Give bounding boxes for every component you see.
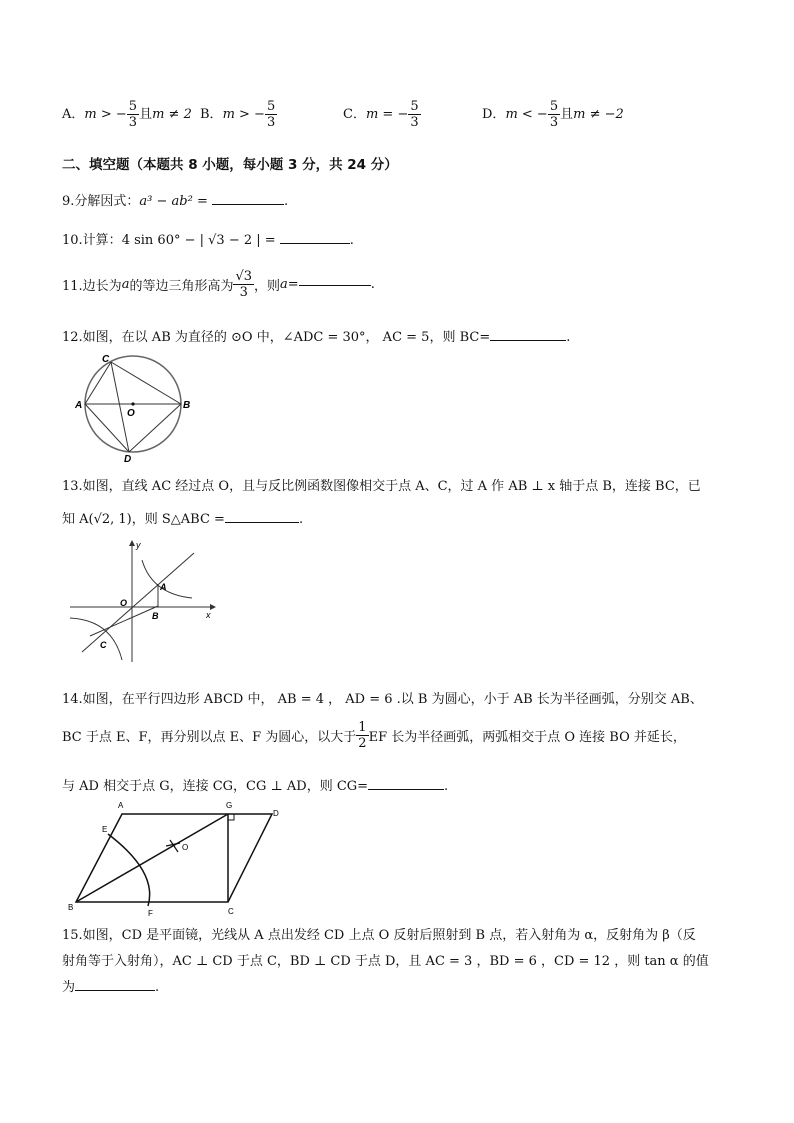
option-a-fraction: $\frac{5}{3}$: [128, 99, 138, 130]
option-b-fraction: $\frac{5}{3}$: [266, 99, 276, 130]
question-11: [62, 270, 375, 299]
line-ac: [82, 553, 194, 652]
label-b: B: [152, 611, 159, 621]
x-axis-arrow-icon: [210, 604, 216, 610]
option-d-and: 且: [560, 107, 574, 122]
option-d-cond: m ≠ −2: [573, 107, 624, 122]
section-heading: 二、填空题（本题共 8 小题，每小题 3 分，共 24 分）: [62, 157, 398, 173]
label-c: C: [102, 354, 110, 365]
q9-expression: a³ − ab² =: [139, 194, 208, 209]
label-b: B: [183, 400, 191, 411]
label-d: D: [273, 809, 279, 818]
q15-line3-text: 为: [62, 980, 76, 995]
q11-tail: .: [370, 277, 375, 292]
label-d: D: [124, 454, 132, 462]
question-15-line3: [62, 976, 159, 995]
label-o: O: [127, 408, 135, 419]
option-b-label: B．: [200, 107, 223, 122]
q9-tail: .: [283, 194, 289, 209]
label-c: C: [100, 640, 107, 650]
center-point: [131, 402, 134, 405]
q11-answer-blank[interactable]: [299, 284, 371, 286]
option-d-lhs: m < −: [505, 107, 548, 122]
option-a-cond: m ≠ 2: [152, 107, 192, 122]
option-a-lhs: m > −: [84, 107, 127, 122]
question-13-line2: [62, 508, 303, 527]
q14-tail: .: [444, 779, 449, 794]
q15-answer-blank[interactable]: [75, 989, 155, 991]
option-d-label: D．: [482, 107, 506, 122]
q10-expression: 4 sin 60° − | √3 − 2 | =: [121, 233, 276, 248]
option-a-and: 且: [139, 107, 153, 122]
q14-line2a: BC 于点 E、F，再分别以点 E、F 为圆心，以大于: [62, 730, 357, 745]
question-15-line2: 射角等于入射角），AC ⊥ CD 于点 C，BD ⊥ CD 于点 D，且 AC = 3 ，BD = 6 ，CD = 12 ，则 tan α 的值: [62, 954, 709, 969]
q11-mid: 的等边三角形高为: [129, 279, 234, 294]
question-9: [62, 190, 288, 209]
option-b: [200, 100, 277, 129]
label-o: O: [182, 843, 189, 852]
q14-answer-blank[interactable]: [368, 788, 444, 790]
q12-text: 12.如图，在以 AB 为直径的 ⊙O 中，∠ADC = 30°， AC = 5，则 BC=: [62, 330, 491, 345]
q11-prefix: 11.边长为: [62, 279, 122, 294]
question-13-line1: 13.如图，直线 AC 经过点 O，且与反比例函数图像相交于点 A、C，过 A 作 AB ⊥ x 轴于点 B，连接 BC，已: [62, 479, 701, 494]
q11-after: ，则: [254, 279, 281, 294]
q15-tail: .: [155, 980, 160, 995]
q12-answer-blank[interactable]: [490, 339, 566, 341]
option-d: [482, 100, 624, 129]
option-a: [62, 100, 192, 129]
q9-prefix: 9.分解因式：: [62, 194, 140, 209]
question-14-line3: [62, 775, 448, 794]
option-b-lhs: m > −: [222, 107, 265, 122]
label-c: C: [228, 907, 234, 916]
q11-ask: a=: [280, 277, 299, 292]
q13-tail: .: [298, 512, 304, 527]
question-12: [62, 326, 570, 345]
figure-13-graph: [66, 538, 226, 664]
q10-prefix: 10.计算：: [62, 233, 122, 248]
question-10: [62, 229, 354, 248]
arc-ef: [108, 834, 150, 906]
line-bc: [90, 606, 158, 636]
q12-tail: .: [566, 330, 571, 345]
q10-tail: .: [349, 233, 354, 248]
question-14-line1: 14.如图，在平行四边形 ABCD 中， AB = 4 ， AD = 6 .以 B 为圆心，小于 AB 长为半径画弧，分别交 AB、: [62, 692, 703, 707]
q11-fraction: $\frac{√3}{3}$: [235, 269, 253, 300]
q13-answer-blank[interactable]: [225, 521, 299, 523]
q14-line3-text: 与 AD 相交于点 G，连接 CG，CG ⊥ AD，则 CG=: [62, 779, 369, 794]
question-15-line1: 15.如图，CD 是平面镜，光线从 A 点出发经 CD 上点 O 反射后照射到 B 点，若入射角为 α，反射角为 β（反: [62, 928, 696, 943]
label-a: A: [75, 400, 83, 411]
label-g: G: [226, 801, 233, 810]
q10-answer-blank[interactable]: [280, 242, 350, 244]
option-a-label: A．: [62, 107, 85, 122]
q14-line2b: EF 长为半径画弧，两弧相交于点 O 连接 BO 并延长，: [368, 730, 686, 745]
label-a: A: [160, 582, 167, 592]
q13-line2-text: 知 A(√2, 1)，则 S△ABC =: [62, 512, 225, 527]
label-f: F: [148, 909, 153, 918]
y-axis-arrow-icon: [129, 540, 135, 546]
label-o: O: [120, 598, 128, 608]
label-e: E: [102, 825, 108, 834]
option-c-label: C．: [343, 107, 366, 122]
q14-fraction: $\frac{1}{2}$: [358, 720, 367, 751]
right-angle-mark: [228, 814, 234, 820]
option-c-lhs: m = −: [365, 107, 409, 122]
figure-12-circle: [72, 350, 194, 462]
option-d-fraction: $\frac{5}{3}$: [549, 99, 559, 130]
q9-answer-blank[interactable]: [212, 203, 284, 205]
label-a: A: [118, 801, 124, 810]
figure-14-parallelogram: [66, 798, 292, 920]
label-y: y: [136, 540, 141, 550]
label-b: B: [68, 903, 74, 912]
label-x: x: [206, 610, 211, 620]
option-c: [343, 100, 421, 129]
question-14-line2: [62, 721, 686, 750]
option-c-fraction: $\frac{5}{3}$: [410, 99, 419, 130]
q11-var: a: [121, 277, 130, 292]
